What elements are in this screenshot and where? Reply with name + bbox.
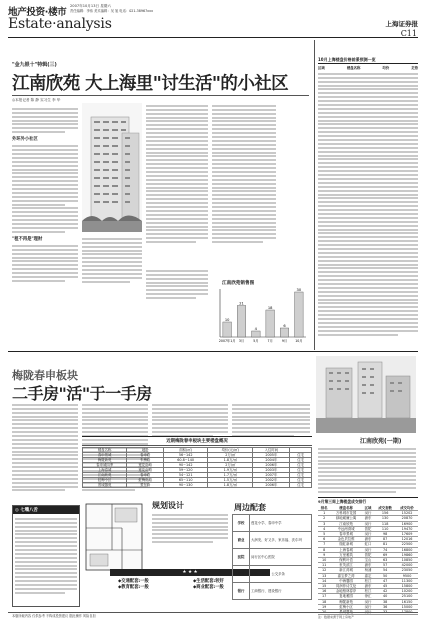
table-cell: 住宅 — [290, 458, 312, 463]
table-cell: 浦东 — [362, 563, 374, 568]
plan-item-2: ◆生活配套:较好 — [193, 579, 224, 584]
table-cell: 松江 — [362, 578, 374, 583]
table-cell: 闵行 — [362, 599, 374, 604]
table-cell: 同润菲诗艾伦 — [330, 584, 361, 589]
table-cell: 金地格林春岸 — [330, 589, 361, 594]
lead-headline: 江南欣苑 大上海里"讨生活"的小社区 — [12, 74, 289, 94]
table-cell: 22500 — [396, 542, 418, 547]
market-table-grid — [82, 447, 312, 488]
lead-column-3 — [146, 103, 208, 245]
table-cell: 浦东 — [362, 516, 374, 521]
table-cell: 17800 — [396, 610, 418, 615]
photo-caption: 江南欣苑(一期) — [360, 438, 402, 445]
table-cell: 景东路 — [127, 483, 164, 488]
ranking-col-header: 楼盘名称 — [330, 506, 361, 511]
table-cell: 50 — [374, 573, 396, 578]
chart-tick-label: 5月 — [253, 339, 259, 343]
table-cell: 36 — [374, 604, 396, 609]
headline-rule — [12, 95, 309, 96]
lead-byline: ◎本报记者 陈 静 实习生 李 华 — [12, 98, 61, 102]
tips-text — [13, 514, 79, 598]
ranking-col-header: 成交套数 — [374, 506, 396, 511]
table-cell: 中远两湾城 — [330, 526, 361, 531]
table-cell: 42 — [374, 589, 396, 594]
table-cell: 2003年 — [253, 468, 290, 473]
chart-plot — [214, 287, 310, 347]
market-col-header: 地址 — [127, 448, 164, 453]
table-cell: 江南欣苑 — [330, 521, 361, 526]
table-cell: 156 — [374, 511, 396, 516]
project-info — [318, 446, 416, 495]
sidebar-col-4: 走势 — [411, 66, 418, 70]
table-cell: 19 — [318, 604, 330, 609]
sidebar-col-2: 楼盘名称 — [346, 66, 361, 70]
table-cell: 景城馨苑 — [330, 610, 361, 615]
table-cell: 57 — [374, 563, 396, 568]
table-cell: 16800 — [396, 547, 418, 552]
lead-column-4 — [212, 103, 276, 245]
page-number: C11 — [400, 29, 417, 38]
header-rule — [8, 37, 418, 38]
table-cell: 金色贝拉维 — [330, 537, 361, 542]
table-cell: 住宅 — [290, 463, 312, 468]
table-cell: 普陀 — [362, 552, 374, 557]
table-cell: 19860 — [396, 552, 418, 557]
table-cell: 2006年 — [253, 463, 290, 468]
table-cell: 闵行 — [362, 604, 374, 609]
table-cell: 2004年 — [253, 458, 290, 463]
sidebar-title: 10月上海楼盘价格前景预测一览 — [318, 57, 376, 62]
table-cell: 54~121 — [164, 473, 208, 478]
table-cell: 11300 — [396, 578, 418, 583]
ranking-col-header: 区域 — [362, 506, 374, 511]
table-cell: 嘉宝梦之湾 — [330, 573, 361, 578]
market-col-header: 面积(㎡) — [164, 448, 208, 453]
section-rule — [8, 351, 418, 352]
table-cell: 23050 — [396, 568, 418, 573]
table-cell: 63 — [374, 558, 396, 563]
table-cell: 浦东 — [362, 537, 374, 542]
chart-title: 江南欣苑销售图 — [222, 281, 255, 286]
table-cell: 2005年 — [253, 453, 290, 458]
table-cell: 60.8~140 — [164, 458, 208, 463]
table-cell: 15000 — [396, 604, 418, 609]
plan-title: 规划设计 — [152, 501, 184, 510]
table-cell: 11 — [318, 563, 330, 568]
table-cell: 42000 — [396, 563, 418, 568]
chart-data-label: 18 — [267, 306, 273, 310]
table-cell: 16900 — [396, 521, 418, 526]
table-cell: 浦东 — [362, 584, 374, 589]
table-cell: 38 — [374, 599, 396, 604]
floor-plan-image — [82, 498, 146, 576]
tips-box — [12, 505, 80, 607]
table-cell: 16150 — [396, 599, 418, 604]
table-cell: 5 — [318, 532, 330, 537]
surround-key: 银行 — [233, 583, 250, 600]
chart-tick-label: 10月 — [295, 339, 303, 343]
footer-note: 本版所载内容 仅供参考 不构成投资建议 据此操作 风险自担 — [12, 614, 96, 618]
table-cell: 中海馨园 — [330, 578, 361, 583]
surround-key: 学校 — [233, 515, 250, 532]
table-cell: 徐汇 — [362, 594, 374, 599]
second-column-3 — [152, 402, 228, 439]
table-cell: 1.9万/㎡ — [208, 468, 253, 473]
table-cell: 嘉定 — [362, 573, 374, 578]
table-cell: 10850 — [396, 558, 418, 563]
table-cell: 新江湾城 — [330, 568, 361, 573]
section-title: 地产投资·楼市 — [8, 7, 67, 18]
table-cell: 14 — [318, 578, 330, 583]
surround-key: 商业 — [233, 532, 250, 549]
table-cell: 56~142 — [164, 453, 208, 458]
table-cell: 住宅 — [290, 473, 312, 478]
ranking-title: 9月第三周上海楼盘成交排行 — [318, 497, 418, 505]
table-cell: 瑞虹新城 — [330, 542, 361, 547]
table-cell: 45 — [374, 584, 396, 589]
table-cell: 虹梅小区 — [83, 478, 127, 483]
surround-value: 大润发、好又多、家乐福、沃尔玛 — [250, 532, 312, 549]
table-cell: 90~130 — [164, 483, 208, 488]
ranking-col-header: 排名 — [318, 506, 330, 511]
right-column-divider — [314, 40, 315, 350]
table-cell: 普陀 — [362, 526, 374, 531]
lead-column-5 — [146, 268, 208, 301]
table-cell: 2万/㎡ — [208, 453, 253, 458]
table-row — [83, 483, 312, 488]
chart-tick-label: 2007年1月 — [218, 339, 236, 343]
table-cell: 梅陇新苑 — [83, 458, 127, 463]
table-cell: 20 — [318, 610, 330, 615]
chart-data-label: 10 — [224, 318, 230, 322]
table-cell: 1.8万/㎡ — [208, 483, 253, 488]
second-column-4 — [232, 402, 310, 439]
chart-bar — [252, 331, 261, 337]
market-table — [82, 436, 312, 488]
table-cell: 春申景城 — [330, 532, 361, 537]
surround-value: 闵行区中心医院 — [250, 549, 312, 566]
table-cell: 2006年 — [253, 483, 290, 488]
neighborhood-photo — [316, 356, 416, 433]
table-cell: 10 — [318, 558, 330, 563]
ranking-col-header: 成交均价 — [396, 506, 418, 511]
chart-bar — [295, 292, 304, 337]
footer-rule — [8, 612, 418, 613]
table-cell: 33 — [374, 610, 396, 615]
sidebar-col-1: 区域 — [318, 66, 325, 70]
table-cell: 1.7万/㎡ — [208, 473, 253, 478]
table-cell: 住宅 — [290, 483, 312, 488]
plan-item-3: ◆教育配套:一般 — [118, 585, 149, 590]
table-cell: 虹梅南路 — [127, 478, 164, 483]
table-cell: 19470 — [396, 526, 418, 531]
building-photo — [82, 103, 142, 232]
section-subtitle-latin: Estate·analysis — [8, 16, 112, 32]
table-cell: 住宅 — [290, 468, 312, 473]
table-cell: 15800 — [396, 584, 418, 589]
sales-chart — [214, 280, 310, 346]
ranking-box — [318, 497, 418, 620]
table-cell: 25100 — [396, 594, 418, 599]
plan-item-1: ◆交通配套:一般 — [118, 579, 149, 584]
table-cell: 2002年 — [253, 478, 290, 483]
ranking-table — [318, 506, 418, 615]
surround-key: 交通 — [233, 566, 250, 583]
table-cell: 2万/㎡ — [208, 463, 253, 468]
chart-data-label: 30 — [296, 288, 302, 292]
table-cell: 住宅 — [290, 453, 312, 458]
table-cell: 15 — [318, 584, 330, 589]
market-col-header: 均价(元/㎡) — [208, 448, 253, 453]
chart-bar — [237, 306, 246, 338]
table-cell: 闵行 — [362, 511, 374, 516]
table-cell: 莲花南路 — [127, 468, 164, 473]
table-cell: 莲花南路 — [127, 463, 164, 468]
chart-bar — [280, 328, 289, 337]
table-cell: 万科城市花园 — [330, 511, 361, 516]
table-cell: 世茂滨江 — [330, 563, 361, 568]
table-cell: 上海春城 — [330, 547, 361, 552]
second-headline-2: 二手房"活"于一手房 — [12, 384, 152, 403]
table-cell: 复地雅园 — [330, 594, 361, 599]
table-cell: 上海春城 — [83, 468, 127, 473]
table-cell: 18 — [318, 599, 330, 604]
table-cell: 保利叶语 — [330, 558, 361, 563]
table-cell: 17 — [318, 594, 330, 599]
table-cell: 1.8万/㎡ — [208, 458, 253, 463]
newspaper-brand: 上海证券报 — [385, 20, 418, 28]
chart-tick-label: 9月 — [281, 339, 288, 343]
table-cell: 住宅 — [290, 478, 312, 483]
market-col-header: 入住时间 — [253, 448, 290, 453]
table-row — [233, 515, 312, 532]
chart-tick-label: 3月 — [238, 339, 245, 343]
table-cell: 2 — [318, 516, 330, 521]
chart-data-label: 21 — [239, 301, 244, 306]
table-cell: 9 — [318, 552, 330, 557]
lead-column-2 — [82, 236, 142, 285]
chart-data-label: 6 — [283, 324, 286, 328]
subhead-1: 外环外小社区 — [12, 137, 38, 143]
table-cell: 7 — [318, 542, 330, 547]
table-cell: 90~142 — [164, 463, 208, 468]
table-cell: 12 — [318, 568, 330, 573]
table-cell: 江南欣苑 — [83, 473, 127, 478]
table-cell: 87 — [374, 537, 396, 542]
table-cell: 闵行 — [362, 521, 374, 526]
table-cell: 朱梅路 — [127, 458, 164, 463]
table-cell: 杨浦 — [362, 568, 374, 573]
table-cell: 2007年 — [253, 473, 290, 478]
surround-value: 莲花小学、春申中学 — [250, 515, 312, 532]
table-cell: 3 — [318, 521, 330, 526]
market-table-title: 近期梅陇春申板块主要楼盘概况 — [82, 436, 312, 446]
sidebar-col-3: 均价 — [382, 66, 390, 70]
ranking-source: 注：数据来源于网上房地产 — [318, 615, 355, 620]
table-cell: 松江 — [362, 589, 374, 594]
surround-value: 地铁一号线、公交多条 — [250, 566, 312, 583]
table-cell: 118 — [374, 521, 396, 526]
table-cell: 47 — [374, 578, 396, 583]
table-cell: 65~110 — [164, 478, 208, 483]
table-cell: 景城馨苑 — [83, 483, 127, 488]
surround-value: 工商银行、建设银行 — [250, 583, 312, 600]
table-cell: 6 — [318, 537, 330, 542]
table-row — [233, 566, 312, 583]
table-cell: 4 — [318, 526, 330, 531]
table-cell: 1 — [318, 511, 330, 516]
rating-stars: ★ ★ ★ — [182, 570, 198, 575]
table-cell: 20870 — [396, 516, 418, 521]
table-cell: 闵行 — [362, 532, 374, 537]
table-cell: 74 — [374, 547, 396, 552]
table-cell: 12016 — [396, 537, 418, 542]
table-cell: 17609 — [396, 532, 418, 537]
editor-line: 责任编辑：李伟 美术编辑：吴 旭 电话：021-38967xxx — [70, 9, 154, 13]
table-cell: 春申路 — [127, 453, 164, 458]
table-cell: 闵行 — [362, 610, 374, 615]
second-column-1 — [12, 402, 78, 493]
table-cell: 16 — [318, 589, 330, 594]
chart-data-label: 4 — [254, 327, 257, 331]
issue-date: 2007年10月13日 星期六 — [70, 4, 111, 8]
table-cell: 春申景城 — [83, 453, 127, 458]
table-row — [233, 532, 312, 549]
sidebar-headers — [318, 65, 418, 70]
table-cell: 闵行 — [362, 547, 374, 552]
surround-key: 医院 — [233, 549, 250, 566]
sidebar-text — [318, 71, 418, 337]
table-cell: 8 — [318, 547, 330, 552]
table-cell: 110 — [374, 526, 396, 531]
sidebar-rule — [318, 63, 418, 64]
table-cell: 春申路 — [127, 473, 164, 478]
table-cell: 13 — [318, 573, 330, 578]
table-cell: 虹梅小区 — [330, 604, 361, 609]
table-cell: 54 — [374, 568, 396, 573]
table-cell: 81 — [374, 542, 396, 547]
table-cell: 98 — [374, 532, 396, 537]
table-cell: 69 — [374, 552, 396, 557]
table-cell: 130 — [374, 516, 396, 521]
table-cell: 万里雅筑 — [330, 552, 361, 557]
plan-text — [152, 512, 228, 545]
lead-kicker: "金九银十"特辑(三) — [12, 62, 57, 68]
table-cell: 春申城四季 — [83, 463, 127, 468]
table-cell: 虹口 — [362, 542, 374, 547]
table-cell: 9500 — [396, 573, 418, 578]
lead-column-1 — [12, 106, 78, 284]
table-cell: 绿地崴廉公寓 — [330, 516, 361, 521]
chart-tick-label: 7月 — [267, 339, 273, 343]
table-cell: 15202 — [396, 511, 418, 516]
chart-bar — [223, 322, 232, 337]
table-row — [233, 549, 312, 566]
subhead-2: "租不再是"理财 — [12, 236, 43, 242]
market-col-header: 楼盘名称 — [83, 448, 127, 453]
table-cell: 宝山 — [362, 558, 374, 563]
surround-title: 周边配套 — [234, 503, 266, 512]
table-cell: 10200 — [396, 589, 418, 594]
plan-item-4: ◆商业配套:一般 — [193, 585, 224, 590]
table-row — [233, 583, 312, 600]
table-cell: 59~120 — [164, 468, 208, 473]
second-headline-1: 梅陇春申板块 — [12, 369, 78, 382]
table-cell: 1.5万/㎡ — [208, 478, 253, 483]
tips-title: ◎ 七嘴八舌 — [13, 506, 79, 514]
surround-table — [232, 514, 312, 600]
table-cell: 梅陇新苑 — [330, 599, 361, 604]
table-cell: 40 — [374, 594, 396, 599]
chart-bar — [266, 310, 275, 337]
masthead — [8, 3, 418, 37]
